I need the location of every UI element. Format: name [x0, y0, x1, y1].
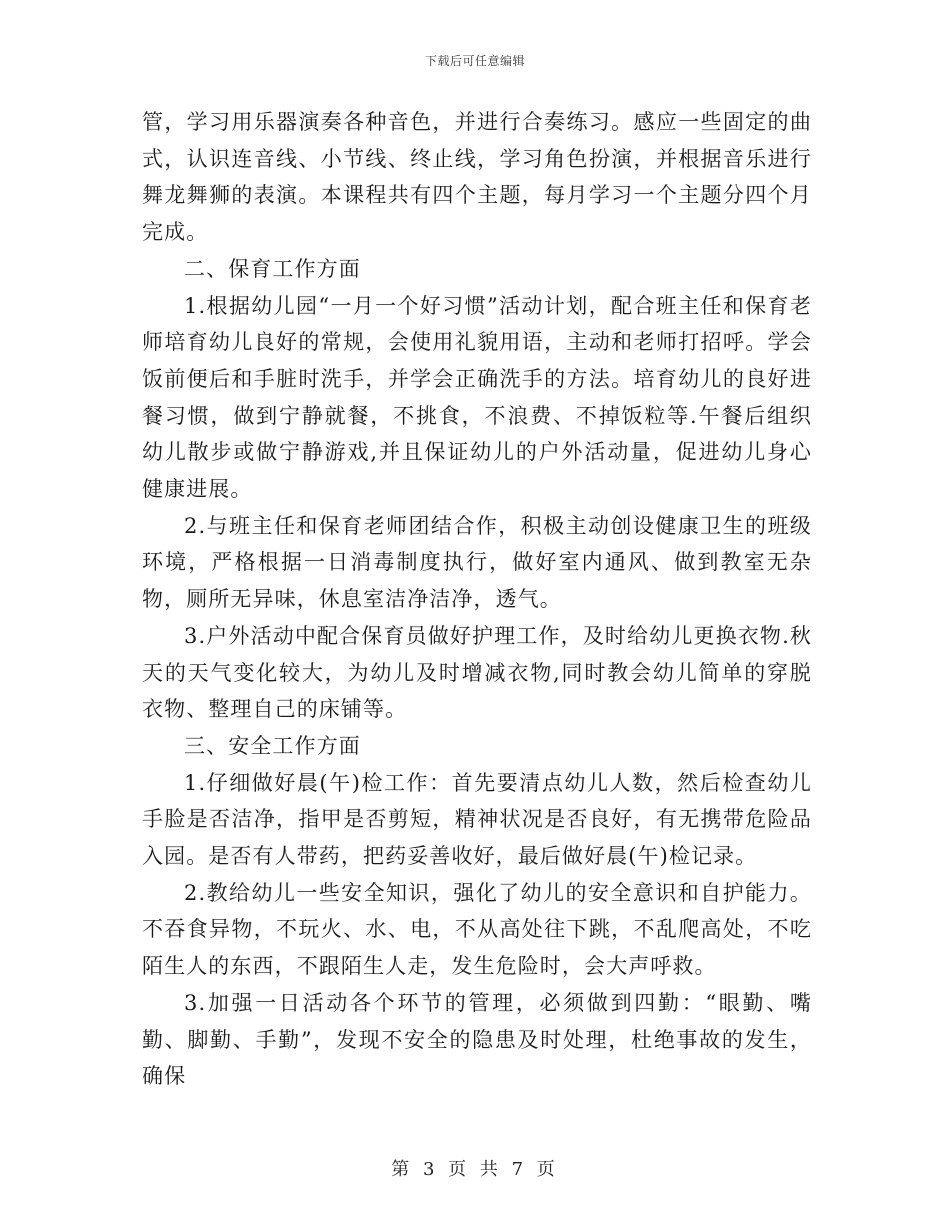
paragraph-childcare-3: 3.户外活动中配合保育员做好护理工作，及时给幼儿更换衣物.秋天的天气变化较大，为幼儿及时增减衣物,同时教会幼儿简单的穿脱衣物、整理自己的床铺等。	[142, 623, 812, 722]
paragraph-safety-2: 2.教给幼儿一些安全知识，强化了幼儿的安全意识和自护能力。不吞食异物，不玩火、水、电，不从高处往下跳，不乱爬高处，不吃陌生人的东西，不跟陌生人走，发生危险时，会大声呼救。	[142, 880, 812, 979]
section-heading-childcare: 二、保育工作方面	[184, 256, 361, 281]
paragraph-childcare-2: 2.与班主任和保育老师团结合作，积极主动创设健康卫生的班级环境，严格根据一日消毒制度执行，做好室内通风、做到教室无杂物，厕所无异味，休息室洁净洁净，透气。	[142, 513, 812, 612]
page-number-footer: 第 3 页 共 7 页	[391, 1159, 559, 1180]
paragraph-safety-3: 3.加强一日活动各个环节的管理，必须做到四勤：“眼勤、嘴勤、脚勤、手勤”，发现不安全的隐患及时处理，杜绝事故的发生，确保	[142, 990, 812, 1089]
paragraph-music-course: 管，学习用乐器演奏各种音色，并进行合奏练习。感应一些固定的曲式，认识连音线、小节线、终止线，学习角色扮演，并根据音乐进行舞龙舞狮的表演。本课程共有四个主题，每月学习一个主题分四个月完成。	[142, 110, 812, 245]
section-heading-safety: 三、安全工作方面	[184, 733, 361, 758]
paragraph-childcare-1: 1.根据幼儿园“一月一个好习惯”活动计划，配合班主任和保育老师培育幼儿良好的常规，会使用礼貌用语，主动和老师打招呼。学会饭前便后和手脏时洗手，并学会正确洗手的方法。培育幼儿的良好进餐习惯，做到宁静就餐，不挑食，不浪费、不掉饭粒等.午餐后组织幼儿散步或做宁静游戏,并且保证幼儿的户外活动量，促进幼儿身心健康进展。	[142, 293, 812, 502]
page-header: 下载后可任意编辑	[424, 54, 525, 68]
document-body	[142, 104, 812, 1095]
paragraph-safety-1: 1.仔细做好晨(午)检工作：首先要清点幼儿人数，然后检查幼儿手脸是否洁净，指甲是否剪短，精神状况是否良好，有无携带危险品入园。是否有人带药，把药妥善收好，最后做好晨(午)检记录。	[142, 770, 812, 869]
